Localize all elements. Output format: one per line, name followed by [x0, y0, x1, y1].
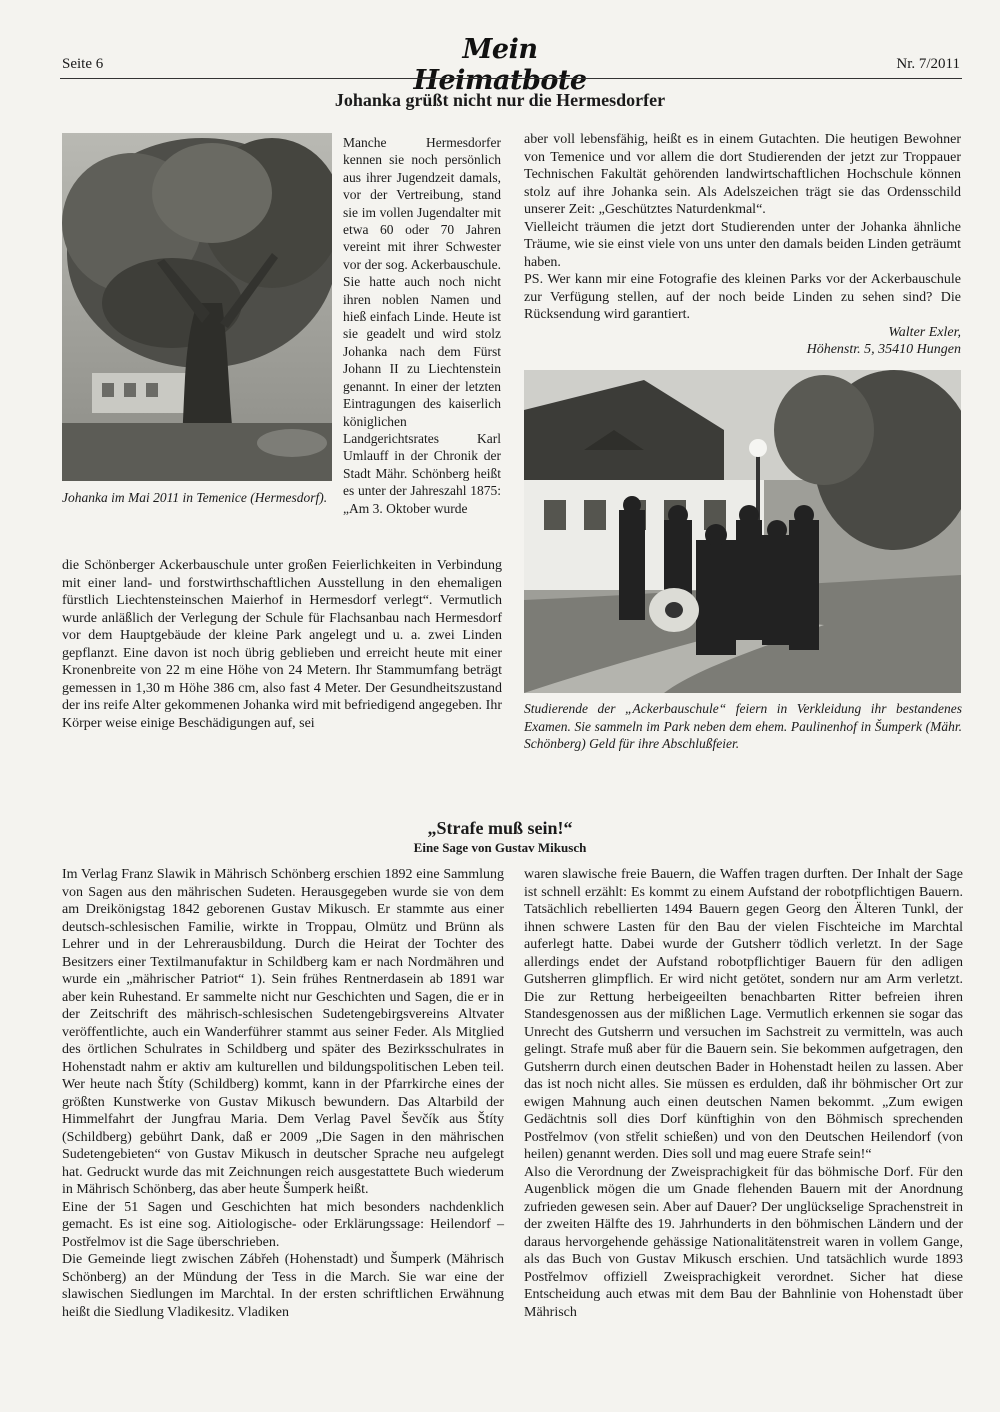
- article1-right-paragraph-1: aber voll lebensfähig, heißt es in einem Gutachten. Die heutigen Bewohner von Temenice und vor allem die dort Studierenden der jetzt zur Troppauer Technischen Fakultät gehörenden landwirtschaftlichen Hochschule können stolz auf ihre Johanka sein. Als Adelszeichen trägt sie das Ordensschild unserer Zeit: „Geschütztes Naturdenkmal“.: [524, 132, 961, 217]
- students-photo-caption: Studierende der „Ackerbauschule“ feiern in Verkleidung ihr bestandenes Examen. Sie sammeln im Park neben dem ehem. Paulinenhof in Šumperk (Mähr. Schönberg) Geld für ihre Abschlußfeier.: [524, 701, 962, 751]
- article2-left-paragraph-2: Eine der 51 Sagen und Geschichten hat mich besonders nachdenklich gemacht. Es ist eine sog. Aitiologische- oder Erklärungssage: Heilendorf – Postřelmov ist die Sage überschrieben.: [62, 1199, 504, 1250]
- page-number: Seite 6: [62, 56, 104, 72]
- header-rule: [60, 78, 962, 79]
- article2-right-column: [524, 866, 963, 1321]
- article1-address: Höhenstr. 5, 35410 Hungen: [806, 342, 961, 357]
- article2-subtitle: Eine Sage von Gustav Mikusch: [413, 840, 587, 855]
- article1-author: Walter Exler,: [888, 324, 961, 340]
- article1-right-paragraph-2: Vielleicht träumen die jetzt dort Studierenden unter der Johanka ähnliche Träume, wie sie einst viele von uns unter den damals beiden Linden geträumt haben.: [524, 219, 961, 270]
- article2-right-paragraph-2: Also die Verordnung der Zweisprachigkeit für das böhmische Dorf. Für den Augenblick mögen die um Gnade flehenden Bauern mit der Anordnung zufrieden gewesen sein. Aber auf Dauer? Der unglückselige Sprachenstreit in der zweiten Hälfte des 19. Jahrhunderts in den böhmischen Ländern und der daraus hervorgehende gehässige Nationalitätenstreit waren in vollem Gange, als das Buch von Gustav Mikusch erschien. Und tatsächlich wurde 1893 Postřelmov offiziell Zweisprachigkeit verordnet. Sicher hat diese Entscheidung auch etwas mit dem Bau der Bahnlinie von Hohenstadt über Mährisch: [524, 1164, 963, 1320]
- article1-wide-column: [62, 557, 502, 732]
- article1-intro-paragraph: Manche Hermesdorfer kennen sie noch persönlich aus ihrer Jugendzeit damals, vor der Vertreibung, stand sie im vollen Jugendalter mit etwa 60 oder 70 Jahren vereint mit ihrer Schwester vor der sog. Ackerbauschule. Sie hatte auch noch nicht ihren noblen Namen und hieß einfach Linde. Heute ist sie geadelt und wird stolz Johanka nach dem Fürst Johann II zu Liechtenstein genannt. In einer der letzten Eintragungen des kaiserlich königlichen Landgerichtsrates Karl Umlauff in der Chronik der Stadt Mähr. Schönberg heißt es unter der Jahreszahl 1875: „Am 3. Oktober wurde: [343, 135, 501, 516]
- tree-photo-caption: Johanka im Mai 2011 in Temenice (Hermesdorf).: [62, 490, 328, 505]
- article1-postscript: PS. Wer kann mir eine Fotografie des kleinen Parks vor der Ackerbauschule zur Verfügung stellen, auf der noch beide Linden zu sehen sind? Die Rücksendung wird garantiert.: [524, 272, 961, 322]
- article2-left-paragraph-1: Im Verlag Franz Slawik in Mährisch Schönberg erschien 1892 eine Sammlung von Sagen aus den mährischen Sudeten. Herausgegeben wurde sie von dem am Dreikönigstag 1842 geborenen Gustav Mikusch. Er stammte aus einer deutsch-schlesischen Familie, wirkte in Troppau, Olmütz und Brünn als Lehrer und in der Lehrerausbildung. Durch die Heirat der Tochter des Besitzers einer Textilmanufaktur in Schildberg kam er nach Nordmähren und wurde ein „mährischer Patriot“ 1). Sein frühes Rentnerdasein ab 1891 war aber kein Ruhestand. Er sammelte nicht nur Geschichten und Sagen, die er in der Zeitschrift des mährisch-schlesischen Sudetengebirgsvereins Altvater veröffentlichte, auch ein Wanderführer stammt aus seiner Feder. Als Mitglied des örtlichen Schulrates in Schildberg und später des Bezirksschulrates in Hohenstadt nahm er aktiv am kulturellen und bildungspolitischen Leben teil. Wer heute nach Štíty (Schildberg) kommt, kann in der Pfarrkirche eines der größten Kunstwerke von Gustav Mikusch bewundern. Das Altarbild der Himmelfahrt der Jungfrau Maria. Dem Verlag Pavel Ševčík aus Štíty (Schildberg) gebührt Dank, daß er 2009 „Die Sagen in den mährischen Sudetengebieten“ von Gustav Mikusch in deutscher Sprache neu aufgelegt hat. Gedruckt wurde das mit Zeichnungen reich ausgestattete Buch wiederum in Mährisch Schönberg, das aber heute Šumperk heißt.: [62, 867, 504, 1197]
- article1-right-column: [524, 131, 961, 359]
- article2-left-paragraph-3: Die Gemeinde liegt zwischen Zábřeh (Hohenstadt) und Šumperk (Mährisch Schönberg) an der Mündung der Tess in die March. Sie war eine der slawischen Siedlungen im Marchtal. In der ersten schriftlichen Erwähnung heißt die Siedlung Vladikesitz. Vladiken: [62, 1252, 504, 1320]
- article2-left-column: [62, 866, 504, 1321]
- article1-continuation-paragraph: die Schönberger Ackerbauschule unter großen Feierlichkeiten in Verbindung mit einer land- und forstwirthschaftlichen Ausstellung in den ehemaligen fürstlich Liechtensteinschen Maierhof in Hermesdorf verlegt“. Vermutlich wurde anläßlich der Verlegung der Schule für Flachsanbau nach Hermesdorf vor dem Hauptgebäude der kleine Park angelegt und u. a. zwei Linden gepflanzt. Eine davon ist noch übrig geblieben und erreicht heute mit einer Kronenbreite von 22 m eine Höhe von 24 Metern. Ihr Stammumfang beträgt gemessen in 1,30 m Höhe 386 cm, also fast 4 Meter. Der Gesundheitszustand der ins reife Alter gekommenen Johanka wird mit befriedigend angegeben. Ihr Körper weise einige Beschädigungen auf, sei: [62, 558, 502, 731]
- article1-title: Johanka grüßt nicht nur die Hermesdorfer: [334, 90, 666, 110]
- article2-right-paragraph-1: waren slawische freie Bauern, die Waffen tragen durften. Der Inhalt der Sage ist schnell erzählt: Es kommt zu einem Aufstand der robotpflichtigen Bauern. Tatsächlich rebellierten 1494 Bauern gegen Georg den Älteren Tunkl, der ihnen schwere Lasten für den Bau der vielen Fischteiche im Marchtal auferlegt hatte. Dabei wurde der Gutsherr tödlich verletzt. In der Sage allerdings endet der Aufstand robotpflichtiger Bauern für den adligen Gutsherren glimpflich. Er wird nicht getötet, sondern nur am Arm verletzt. Die zur Rettung herbeigeeilten benachbarten Ritter befreien ihren Standesgenossen aus der mißlichen Lage. Vermutlich erkennen sie sogar das Unrecht des Gutsherrn und versuchen im Sachstreit zu vermitteln, was auch gelingt. Strafe muß aber für die Bauern sein. Sie bekommen aufgetragen, den Gutsherrn durch einen deutschen Bader in Hohenstadt heilen zu lassen. Aber das ist noch nicht alles. Sie müssen es erdulden, daß ihr böhmischer Ort zur ewigen Mahnung auch einen deutschen Namen bekommt. „Zum ewigen Gedächtnis soll dies Dorf künftighin von den Böhmisch sprechenden Postřelmov (von střelit schießen) und von den Deutschen Heilendorf (von heilen) genannt werden. Dies soll und mag euere Strafe sein!“: [524, 867, 963, 1162]
- issue-number: Nr. 7/2011: [896, 56, 960, 72]
- masthead-logo: Mein Heimatbote: [413, 34, 587, 96]
- article2-title: „Strafe muß sein!“: [427, 818, 573, 838]
- article1-narrow-column: [343, 134, 501, 517]
- students-photo: [524, 370, 961, 693]
- tree-photo: [62, 133, 332, 481]
